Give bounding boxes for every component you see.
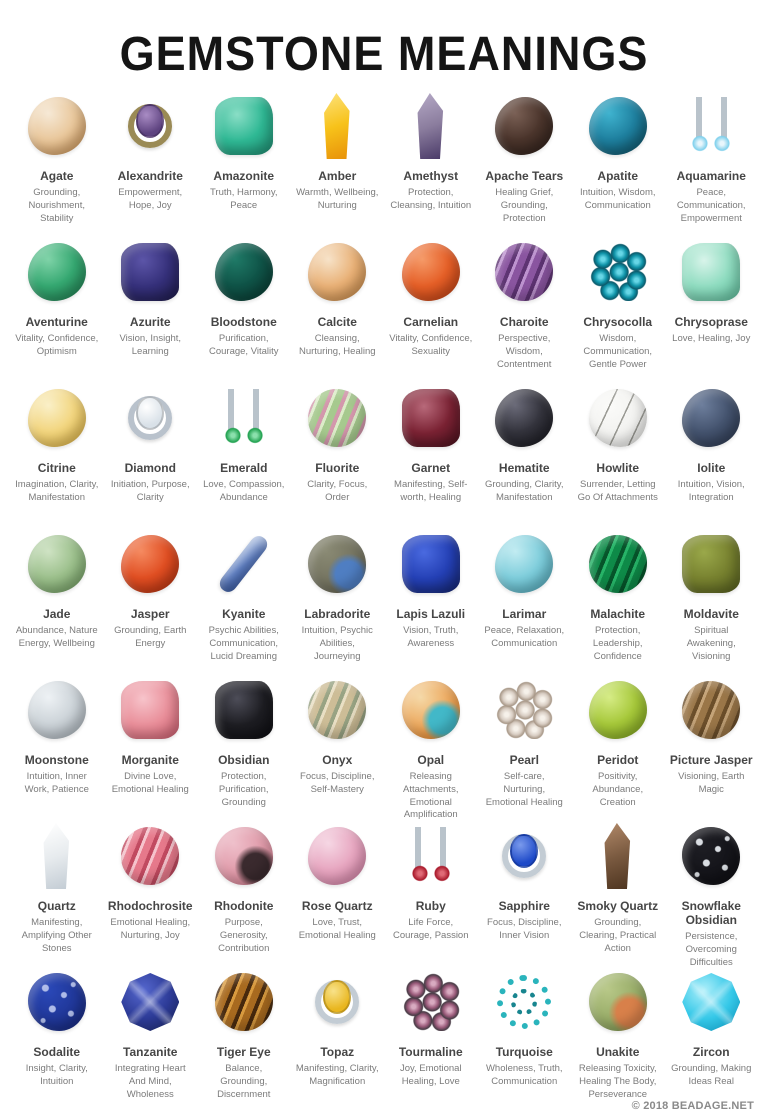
gemstone-meaning: Intuition, Vision, Integration: [677, 479, 745, 503]
gemstone-name: Zircon: [692, 1045, 730, 1059]
gemstone-cell: [293, 236, 383, 382]
gemstone-meaning: Intuition, Wisdom, Communication: [580, 187, 656, 211]
tiger-eye-stone-icon: [215, 973, 273, 1031]
gemstone-cell: [106, 966, 196, 1112]
gemstone-image: [386, 236, 476, 308]
gemstone-meaning: Balance, Grounding, Discernment: [217, 1063, 271, 1100]
page-title: GEMSTONE MEANINGS: [119, 25, 649, 81]
gemstone-cell: [386, 236, 476, 382]
bloodstone-stone-icon: [215, 243, 273, 301]
gemstone-image: [573, 382, 663, 454]
gemstone-meaning: Healing Grief, Grounding, Protection: [495, 187, 554, 224]
gemstone-meaning: Grounding, Earth Energy: [114, 625, 187, 649]
gemstone-image: [386, 820, 476, 892]
gemstone-meaning: Grounding, Clearing, Practical Action: [579, 917, 657, 954]
gemstone-cell: [386, 528, 476, 674]
gemstone-image: [12, 820, 102, 892]
chrysocolla-stone-icon: [589, 243, 647, 301]
gemstone-image: [199, 528, 289, 600]
gemstone-cell: [106, 820, 196, 966]
aventurine-stone-icon: [28, 243, 86, 301]
gemstone-image: [293, 528, 383, 600]
gemstone-name: Morganite: [121, 753, 179, 767]
gemstone-cell: [386, 90, 476, 236]
iolite-stone-icon: [682, 389, 740, 447]
gemstone-name: Azurite: [129, 315, 171, 329]
turquoise-stone-icon: [495, 973, 553, 1031]
gemstone-image: [480, 382, 570, 454]
gemstone-cell: [480, 90, 570, 236]
gemstone-image: [386, 966, 476, 1038]
gemstone-cell: [386, 382, 476, 528]
gemstone-meaning: Love, Compassion, Abundance: [203, 479, 285, 503]
kyanite-stone-icon: [217, 533, 271, 595]
gemstone-image: [293, 674, 383, 746]
gemstone-cell: [12, 966, 102, 1112]
gemstone-image: [199, 674, 289, 746]
gemstone-meaning: Grounding, Making Ideas Real: [671, 1063, 752, 1087]
gemstone-meaning: Intuition, Inner Work, Patience: [24, 771, 89, 795]
gemstone-meaning: Joy, Emotional Healing, Love: [399, 1063, 462, 1087]
gemstone-cell: [573, 674, 663, 820]
gemstone-name: Rose Quartz: [301, 899, 373, 913]
aquamarine-stone-icon: [682, 97, 740, 155]
gemstone-name: Chrysocolla: [583, 315, 653, 329]
gemstone-meaning: Cleansing, Nurturing, Healing: [298, 333, 376, 357]
gemstone-cell: [480, 236, 570, 382]
gemstone-meaning: Wholeness, Truth, Communication: [485, 1063, 563, 1087]
gemstone-image: [106, 528, 196, 600]
gemstone-cell: [293, 966, 383, 1112]
gemstone-name: Turquoise: [495, 1045, 553, 1059]
ruby-stone-icon: [402, 827, 460, 885]
gemstone-cell: [480, 528, 570, 674]
gemstone-meaning: Life Force, Courage, Passion: [392, 917, 469, 941]
gemstone-name: Topaz: [320, 1045, 355, 1059]
gemstone-meaning: Abundance, Nature Energy, Wellbeing: [15, 625, 98, 649]
gemstone-image: [480, 966, 570, 1038]
gemstone-cell: [106, 674, 196, 820]
gemstone-name: Apache Tears: [485, 169, 564, 183]
gemstone-meaning: Wisdom, Communication, Gentle Power: [583, 333, 653, 370]
gemstone-cell: [106, 528, 196, 674]
gemstone-meaning: Vitality, Confidence, Optimism: [15, 333, 99, 357]
gemstone-image: [199, 236, 289, 308]
gemstone-name: Larimar: [502, 607, 547, 621]
amazonite-stone-icon: [215, 97, 273, 155]
jade-stone-icon: [28, 535, 86, 593]
gemstone-cell: [573, 382, 663, 528]
gemstone-name: Pearl: [509, 753, 539, 767]
gemstone-cell: [106, 382, 196, 528]
gemstone-cell: [667, 236, 757, 382]
gemstone-name: Peridot: [597, 753, 639, 767]
gemstone-name: Iolite: [697, 461, 726, 475]
gemstone-meaning: Warmth, Wellbeing, Nurturing: [296, 187, 379, 211]
gemstone-image: [667, 820, 757, 892]
gemstone-meaning: Divine Love, Emotional Healing: [111, 771, 189, 795]
gemstone-name: Fluorite: [315, 461, 360, 475]
gemstone-image: [12, 674, 102, 746]
gemstone-cell: [199, 382, 289, 528]
gemstone-cell: [667, 820, 757, 966]
gemstone-image: [106, 820, 196, 892]
gemstone-image: [106, 674, 196, 746]
gemstone-name: Bloodstone: [210, 315, 277, 329]
sapphire-stone-icon: [495, 827, 553, 885]
gemstone-name: Howlite: [596, 461, 640, 475]
gemstone-meaning: Insight, Clarity, Intuition: [25, 1063, 88, 1087]
tanzanite-stone-icon: [121, 973, 179, 1031]
peridot-stone-icon: [589, 681, 647, 739]
gemstone-image: [667, 382, 757, 454]
morganite-stone-icon: [121, 681, 179, 739]
gemstone-cell: [293, 674, 383, 820]
gemstone-name: Apatite: [597, 169, 639, 183]
gemstone-image: [667, 236, 757, 308]
garnet-stone-icon: [402, 389, 460, 447]
gemstone-image: [573, 236, 663, 308]
tourmaline-stone-icon: [402, 973, 460, 1031]
gemstone-image: [199, 90, 289, 162]
gemstone-meaning: Empowerment, Hope, Joy: [118, 187, 183, 211]
gemstone-image: [293, 90, 383, 162]
gemstone-name: Obsidian: [218, 753, 270, 767]
gemstone-image: [573, 528, 663, 600]
sodalite-stone-icon: [28, 973, 86, 1031]
gemstone-image: [386, 674, 476, 746]
gemstone-meaning: Persistence, Overcoming Difficulties: [685, 931, 738, 968]
agate-stone-icon: [28, 97, 86, 155]
amber-stone-icon: [315, 93, 359, 159]
moonstone-stone-icon: [28, 681, 86, 739]
gemstone-meaning: Vision, Truth, Awareness: [403, 625, 459, 649]
gemstone-image: [480, 674, 570, 746]
gemstone-grid: [0, 76, 768, 1112]
gemstone-cell: [12, 674, 102, 820]
gemstone-image: [106, 236, 196, 308]
gemstone-name: Hematite: [498, 461, 550, 475]
chrysoprase-stone-icon: [682, 243, 740, 301]
gemstone-name: Charoite: [499, 315, 549, 329]
gemstone-cell: [480, 966, 570, 1112]
gemstone-meaning: Protection, Leadership, Confidence: [592, 625, 643, 662]
gemstone-cell: [573, 528, 663, 674]
gemstone-cell: [199, 236, 289, 382]
gemstone-image: [199, 382, 289, 454]
gemstone-image: [386, 528, 476, 600]
gemstone-image: [480, 820, 570, 892]
gemstone-cell: [199, 528, 289, 674]
gemstone-cell: [667, 674, 757, 820]
gemstone-cell: [199, 90, 289, 236]
gemstone-name: Ruby: [415, 899, 446, 913]
rose-quartz-stone-icon: [308, 827, 366, 885]
citrine-stone-icon: [28, 389, 86, 447]
gemstone-meaning: Positivity, Abundance, Creation: [592, 771, 644, 808]
rhodonite-stone-icon: [215, 827, 273, 885]
gemstone-name: Sodalite: [33, 1045, 81, 1059]
gemstone-image: [667, 674, 757, 746]
gemstone-cell: [667, 966, 757, 1112]
gemstone-meaning: Vision, Insight, Learning: [119, 333, 182, 357]
gemstone-cell: [199, 674, 289, 820]
gemstone-name: Aventurine: [25, 315, 88, 329]
gemstone-image: [480, 90, 570, 162]
gemstone-meaning: Purpose, Generosity, Contribution: [218, 917, 270, 954]
larimar-stone-icon: [495, 535, 553, 593]
gemstone-name: Emerald: [220, 461, 268, 475]
gemstone-meaning: Peace, Communication, Empowerment: [676, 187, 746, 224]
gemstone-name: Moldavite: [683, 607, 739, 621]
gemstone-cell: [480, 674, 570, 820]
gemstone-image: [667, 528, 757, 600]
gemstone-image: [12, 966, 102, 1038]
gemstone-meaning: Initiation, Purpose, Clarity: [110, 479, 190, 503]
gemstone-name: Sapphire: [498, 899, 550, 913]
gemstone-meaning: Surrender, Letting Go Of Attachments: [577, 479, 658, 503]
gemstone-cell: [293, 820, 383, 966]
gemstone-image: [106, 90, 196, 162]
gemstone-name: Jade: [43, 607, 71, 621]
gemstone-image: [12, 528, 102, 600]
gemstone-name: Snowflake Obsidian: [681, 899, 741, 927]
gemstone-image: [667, 966, 757, 1038]
gemstone-cell: [480, 820, 570, 966]
gemstone-name: Carnelian: [403, 315, 459, 329]
gemstone-image: [293, 820, 383, 892]
gemstone-meaning: Love, Trust, Emotional Healing: [298, 917, 376, 941]
gemstone-image: [573, 820, 663, 892]
gemstone-image: [293, 966, 383, 1038]
gemstone-name: Tiger Eye: [216, 1045, 271, 1059]
gemstone-image: [386, 90, 476, 162]
alexandrite-stone-icon: [121, 97, 179, 155]
gemstone-cell: [12, 820, 102, 966]
gemstone-meaning: Protection, Cleansing, Intuition: [390, 187, 472, 211]
gemstone-name: Agate: [40, 169, 74, 183]
gemstone-meaning: Protection, Purification, Grounding: [218, 771, 269, 808]
gemstone-meaning: Releasing Toxicity, Healing The Body, Perseverance: [578, 1063, 657, 1100]
gemstone-meaning: Psychic Abilities, Communication, Lucid Dreaming: [208, 625, 279, 662]
gemstone-name: Amazonite: [213, 169, 275, 183]
gemstone-image: [106, 966, 196, 1038]
gemstone-image: [573, 90, 663, 162]
gemstone-cell: [12, 382, 102, 528]
gemstone-meaning: Emotional Healing, Nurturing, Joy: [110, 917, 191, 941]
gemstone-meaning: Manifesting, Clarity, Magnification: [295, 1063, 379, 1087]
gemstone-cell: [667, 90, 757, 236]
gemstone-cell: [573, 90, 663, 236]
gemstone-meaning: Self-care, Nurturing, Emotional Healing: [485, 771, 563, 808]
obsidian-stone-icon: [215, 681, 273, 739]
gemstone-meaning: Vitality, Confidence, Sexuality: [389, 333, 473, 357]
gemstone-name: Chrysoprase: [674, 315, 748, 329]
rhodochrosite-stone-icon: [121, 827, 179, 885]
gemstone-meaning: Grounding, Nourishment, Stability: [28, 187, 85, 224]
gemstone-name: Calcite: [317, 315, 357, 329]
gemstone-image: [480, 236, 570, 308]
gemstone-name: Tourmaline: [398, 1045, 463, 1059]
gemstone-image: [386, 382, 476, 454]
gemstone-image: [12, 90, 102, 162]
gemstone-name: Unakite: [596, 1045, 640, 1059]
carnelian-stone-icon: [402, 243, 460, 301]
gemstone-cell: [480, 382, 570, 528]
gemstone-name: Citrine: [37, 461, 76, 475]
gemstone-name: Moonstone: [24, 753, 89, 767]
gemstone-name: Amber: [318, 169, 357, 183]
gemstone-cell: [12, 90, 102, 236]
gemstone-meaning: Imagination, Clarity, Manifestation: [15, 479, 99, 503]
gemstone-meaning: Purification, Courage, Vitality: [208, 333, 279, 357]
gemstone-meaning: Truth, Harmony, Peace: [209, 187, 278, 211]
gemstone-name: Quartz: [37, 899, 76, 913]
gemstone-name: Picture Jasper: [669, 753, 753, 767]
snowflake-obsidian-stone-icon: [682, 827, 740, 885]
zircon-stone-icon: [682, 973, 740, 1031]
gemstone-cell: [293, 90, 383, 236]
gemstone-image: [573, 966, 663, 1038]
gemstone-cell: [667, 382, 757, 528]
gemstone-name: Smoky Quartz: [577, 899, 659, 913]
gemstone-cell: [199, 966, 289, 1112]
smoky-quartz-stone-icon: [596, 823, 640, 889]
moldavite-stone-icon: [682, 535, 740, 593]
gemstone-name: Onyx: [322, 753, 353, 767]
gemstone-meaning: Grounding, Clarity, Manifestation: [485, 479, 564, 503]
gemstone-image: [667, 90, 757, 162]
azurite-stone-icon: [121, 243, 179, 301]
gemstone-cell: [386, 820, 476, 966]
gemstone-image: [293, 236, 383, 308]
gemstone-name: Tanzanite: [123, 1045, 178, 1059]
charoite-stone-icon: [495, 243, 553, 301]
quartz-stone-icon: [35, 823, 79, 889]
emerald-stone-icon: [215, 389, 273, 447]
copyright-credit: © 2018 BEADAGE.NET: [631, 1100, 754, 1112]
gemstone-meaning: Focus, Discipline, Inner Vision: [487, 917, 562, 941]
gemstone-name: Lapis Lazuli: [396, 607, 466, 621]
hematite-stone-icon: [495, 389, 553, 447]
gemstone-name: Rhodonite: [214, 899, 274, 913]
gemstone-name: Jasper: [130, 607, 170, 621]
gemstone-image: [106, 382, 196, 454]
gemstone-name: Amethyst: [403, 169, 459, 183]
lapis-lazuli-stone-icon: [402, 535, 460, 593]
gemstone-cell: [386, 966, 476, 1112]
fluorite-stone-icon: [308, 389, 366, 447]
gemstone-meaning: Clarity, Focus, Order: [307, 479, 368, 503]
gemstone-name: Kyanite: [222, 607, 266, 621]
opal-stone-icon: [402, 681, 460, 739]
topaz-stone-icon: [308, 973, 366, 1031]
gemstone-image: [573, 674, 663, 746]
gemstone-meaning: Peace, Relaxation, Communication: [484, 625, 565, 649]
gemstone-name: Diamond: [124, 461, 176, 475]
apatite-stone-icon: [589, 97, 647, 155]
gemstone-cell: [573, 966, 663, 1112]
gemstone-image: [199, 820, 289, 892]
gemstone-cell: [106, 236, 196, 382]
gemstone-meaning: Manifesting, Amplifying Other Stones: [21, 917, 92, 954]
diamond-stone-icon: [121, 389, 179, 447]
gemstone-meaning: Releasing Attachments, Emotional Amplification: [403, 771, 459, 821]
gemstone-cell: [293, 528, 383, 674]
unakite-stone-icon: [589, 973, 647, 1031]
gemstone-meaning: Spiritual Awakening, Visioning: [686, 625, 736, 662]
gemstone-image: [12, 236, 102, 308]
gemstone-image: [199, 966, 289, 1038]
jasper-stone-icon: [121, 535, 179, 593]
amethyst-stone-icon: [409, 93, 453, 159]
gemstone-name: Garnet: [411, 461, 451, 475]
gemstone-name: Labradorite: [304, 607, 371, 621]
gemstone-image: [12, 382, 102, 454]
gemstone-meaning: Love, Healing, Joy: [672, 333, 751, 344]
malachite-stone-icon: [589, 535, 647, 593]
gemstone-meaning: Focus, Discipline, Self-Mastery: [300, 771, 375, 795]
gemstone-image: [293, 382, 383, 454]
gemstone-cell: [106, 90, 196, 236]
gemstone-cell: [199, 820, 289, 966]
gemstone-image: [480, 528, 570, 600]
labradorite-stone-icon: [308, 535, 366, 593]
gemstone-meaning: Perspective, Wisdom, Contentment: [497, 333, 552, 370]
gemstone-name: Opal: [417, 753, 445, 767]
gemstone-cell: [386, 674, 476, 820]
gemstone-name: Aquamarine: [676, 169, 746, 183]
howlite-stone-icon: [589, 389, 647, 447]
gemstone-meaning: Manifesting, Self-worth, Healing: [394, 479, 468, 503]
gemstone-cell: [12, 528, 102, 674]
gemstone-name: Malachite: [590, 607, 646, 621]
onyx-stone-icon: [308, 681, 366, 739]
gemstone-cell: [667, 528, 757, 674]
gemstone-meaning: Intuition, Psychic Abilities, Journeying: [301, 625, 373, 662]
gemstone-cell: [293, 382, 383, 528]
gemstone-cell: [573, 820, 663, 966]
gemstone-name: Rhodochrosite: [107, 899, 193, 913]
apache-tears-stone-icon: [495, 97, 553, 155]
gemstone-cell: [573, 236, 663, 382]
gemstone-name: Alexandrite: [117, 169, 183, 183]
gemstone-meaning: Visioning, Earth Magic: [678, 771, 745, 795]
pearl-stone-icon: [495, 681, 553, 739]
calcite-stone-icon: [308, 243, 366, 301]
gemstone-cell: [12, 236, 102, 382]
gemstone-meaning: Integrating Heart And Mind, Wholeness: [114, 1063, 186, 1100]
picture-jasper-stone-icon: [682, 681, 740, 739]
